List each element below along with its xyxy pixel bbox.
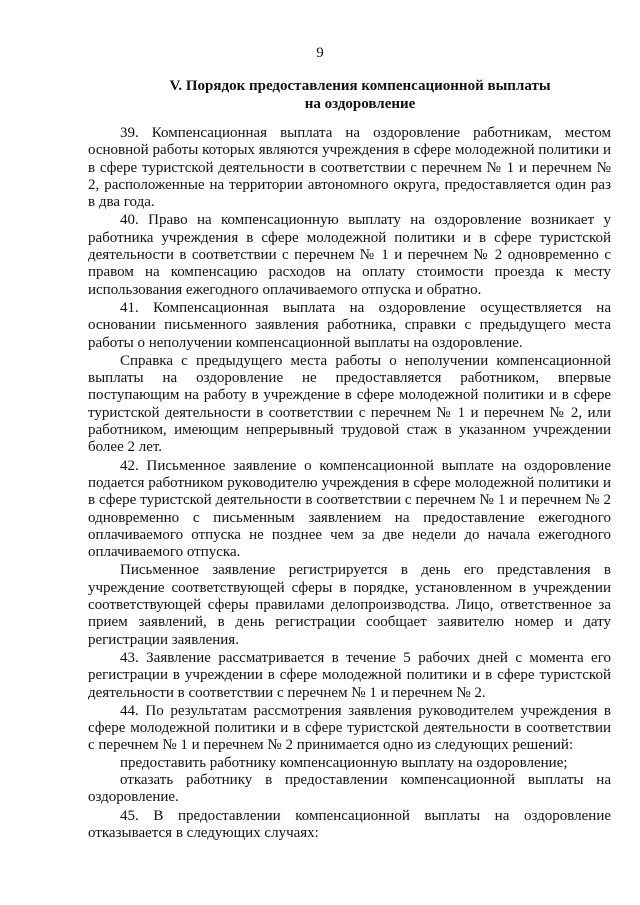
paragraph-40: 40. Право на компенсационную выплату на оздоровление возникает у работника учреждения в сфере молодежной политики и в сфере туристской деятельности в соответствии с перечнем № 1 и перечнем № 2 одновременно с правом на компенсацию расходов на оплату стоимости проезда к месту использования ежегодного оплачиваемого отпуска и обратно. — [88, 212, 611, 298]
decision-grant: предоставить работнику компенсационную выплату на оздоровление; — [120, 754, 568, 771]
section-title-line-1: V. Порядок предоставления компенсационной выплаты — [169, 78, 551, 94]
section-title-line-2: на оздоровление — [304, 96, 416, 112]
paragraph-39: 39. Компенсационная выплата на оздоровление работникам, местом основной работы которых являются учреждения в сфере молодежной политики и в сфере туристской деятельности в соответствии с перечнем № 1 и перечнем № 2, расположенные на территории автономного округа, предоставляется один раз в два года. — [88, 125, 611, 211]
paragraph-42: 42. Письменное заявление о компенсационной выплате на оздоровление подается работником руководителю учреждения в сфере молодежной политики и в сфере туристской деятельности в соответствии с перечнем № 1 и перечнем № 2 одновременно с письменным заявлением на предоставление ежегодного оплачиваемого отпуска не позднее чем за две недели до начала ежегодного оплачиваемого отпуска. — [88, 457, 611, 561]
paragraph-41-note: Справка с предыдущего места работы о неполучении компенсационной выплаты на оздоровление не предоставляется работником, впервые поступающим на работу в учреждение в сфере молодежной политики и в сфере туристской деятельности в соответствии с перечнем № 1 и перечнем № 2, или работником, имеющим непрерывный трудовой стаж в указанном учреждении более 2 лет. — [88, 352, 611, 456]
paragraph-44: 44. По результатам рассмотрения заявления руководителем учреждения в сфере молодежной политики и в сфере туристской деятельности в соответствии с перечнем № 1 и перечнем № 2 принимается одно из следующих решений: — [88, 702, 611, 754]
decision-refuse: отказать работнику в предоставлении компенсационной выплаты на оздоровление. — [88, 771, 611, 806]
paragraph-43: 43. Заявление рассматривается в течение 5 рабочих дней с момента его регистрации в учреждении в сфере молодежной политики и в сфере туристской деятельности в соответствии с перечнем № 1 и перечнем № 2. — [88, 649, 611, 701]
paragraph-41: 41. Компенсационная выплата на оздоровление осуществляется на основании письменного заявления работника, справки с предыдущего места работы о неполучении компенсационной выплаты на оздоровление. — [88, 299, 611, 351]
paragraph-42-registration: Письменное заявление регистрируется в день его представления в учреждение соответствующей сферы в порядке, установленном в учреждении соответствующей сферы правилами делопроизводства. Лицо, ответственное за прием заявлений, в день регистрации сообщает заявителю номер и дату регистрации заявления. — [88, 562, 611, 648]
paragraph-45: 45. В предоставлении компенсационной выплаты на оздоровление отказывается в следующих случаях: — [88, 807, 611, 841]
section-title — [90, 77, 630, 113]
document-body — [88, 125, 611, 842]
page-number: 9 — [316, 45, 324, 61]
